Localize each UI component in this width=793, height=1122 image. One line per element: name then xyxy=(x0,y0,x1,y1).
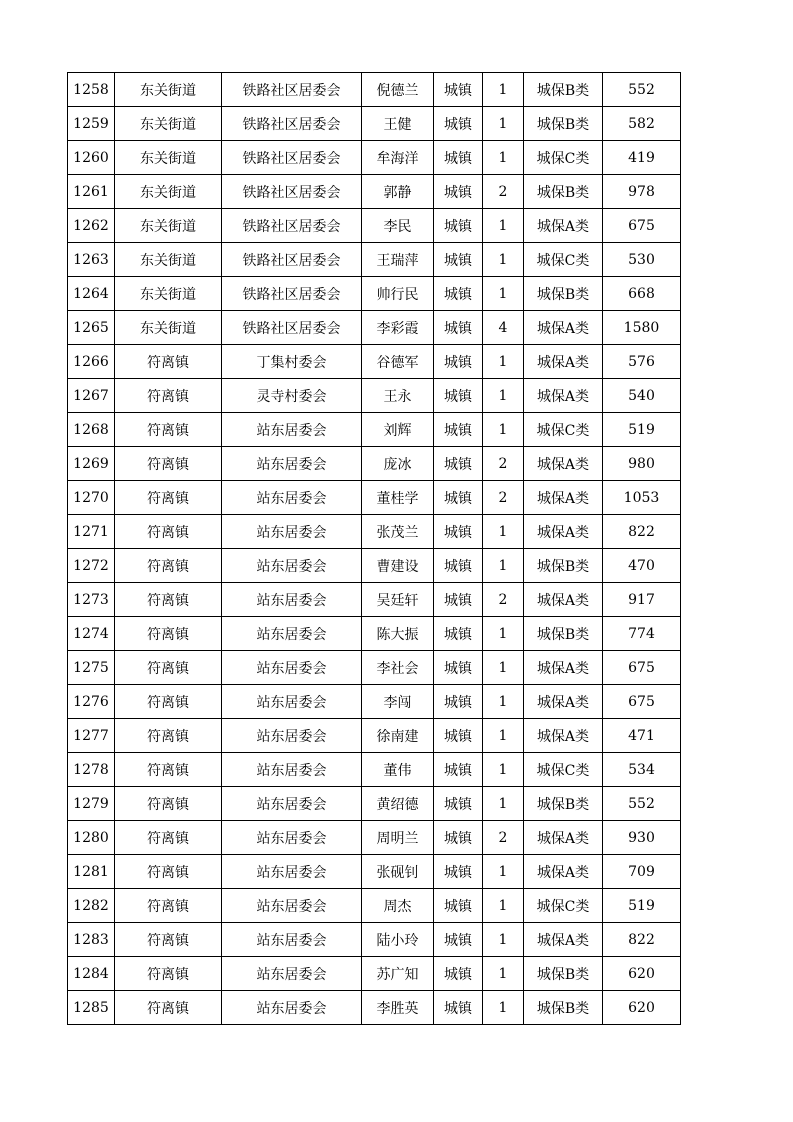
household-size-cell: 1 xyxy=(483,243,524,277)
area-type-cell: 城镇 xyxy=(434,923,483,957)
committee-cell: 站东居委会 xyxy=(222,923,362,957)
table-row xyxy=(68,753,681,787)
area-type-cell: 城镇 xyxy=(434,889,483,923)
name-cell: 王瑞萍 xyxy=(362,243,434,277)
name-cell: 刘辉 xyxy=(362,413,434,447)
street-cell: 东关街道 xyxy=(115,277,222,311)
household-size-cell: 1 xyxy=(483,889,524,923)
table-row xyxy=(68,583,681,617)
committee-cell: 铁路社区居委会 xyxy=(222,175,362,209)
table-row xyxy=(68,549,681,583)
name-cell: 王健 xyxy=(362,107,434,141)
street-cell: 符离镇 xyxy=(115,345,222,379)
category-cell: 城保B类 xyxy=(524,73,603,107)
category-cell: 城保A类 xyxy=(524,821,603,855)
amount-cell: 540 xyxy=(603,379,681,413)
row-number-cell: 1262 xyxy=(68,209,115,243)
category-cell: 城保A类 xyxy=(524,719,603,753)
category-cell: 城保A类 xyxy=(524,515,603,549)
street-cell: 东关街道 xyxy=(115,73,222,107)
name-cell: 吴廷轩 xyxy=(362,583,434,617)
area-type-cell: 城镇 xyxy=(434,685,483,719)
name-cell: 郭静 xyxy=(362,175,434,209)
street-cell: 符离镇 xyxy=(115,855,222,889)
table-row xyxy=(68,209,681,243)
row-number-cell: 1264 xyxy=(68,277,115,311)
row-number-cell: 1278 xyxy=(68,753,115,787)
street-cell: 符离镇 xyxy=(115,515,222,549)
row-number-cell: 1259 xyxy=(68,107,115,141)
name-cell: 李彩霞 xyxy=(362,311,434,345)
row-number-cell: 1269 xyxy=(68,447,115,481)
name-cell: 谷德军 xyxy=(362,345,434,379)
street-cell: 东关街道 xyxy=(115,209,222,243)
amount-cell: 552 xyxy=(603,787,681,821)
category-cell: 城保A类 xyxy=(524,311,603,345)
area-type-cell: 城镇 xyxy=(434,719,483,753)
area-type-cell: 城镇 xyxy=(434,175,483,209)
committee-cell: 站东居委会 xyxy=(222,617,362,651)
street-cell: 东关街道 xyxy=(115,311,222,345)
table-row xyxy=(68,651,681,685)
name-cell: 陆小玲 xyxy=(362,923,434,957)
amount-cell: 917 xyxy=(603,583,681,617)
table-row xyxy=(68,787,681,821)
table-row xyxy=(68,311,681,345)
area-type-cell: 城镇 xyxy=(434,345,483,379)
area-type-cell: 城镇 xyxy=(434,107,483,141)
street-cell: 东关街道 xyxy=(115,175,222,209)
area-type-cell: 城镇 xyxy=(434,617,483,651)
name-cell: 倪德兰 xyxy=(362,73,434,107)
area-type-cell: 城镇 xyxy=(434,651,483,685)
name-cell: 曹建设 xyxy=(362,549,434,583)
name-cell: 周明兰 xyxy=(362,821,434,855)
row-number-cell: 1284 xyxy=(68,957,115,991)
amount-cell: 552 xyxy=(603,73,681,107)
category-cell: 城保A类 xyxy=(524,923,603,957)
name-cell: 李胜英 xyxy=(362,991,434,1025)
area-type-cell: 城镇 xyxy=(434,583,483,617)
street-cell: 东关街道 xyxy=(115,107,222,141)
street-cell: 符离镇 xyxy=(115,957,222,991)
area-type-cell: 城镇 xyxy=(434,447,483,481)
household-size-cell: 1 xyxy=(483,685,524,719)
row-number-cell: 1275 xyxy=(68,651,115,685)
name-cell: 李闯 xyxy=(362,685,434,719)
records-table-body xyxy=(68,73,681,1025)
street-cell: 符离镇 xyxy=(115,753,222,787)
table-row xyxy=(68,821,681,855)
household-size-cell: 2 xyxy=(483,481,524,515)
household-size-cell: 1 xyxy=(483,617,524,651)
household-size-cell: 2 xyxy=(483,583,524,617)
committee-cell: 站东居委会 xyxy=(222,855,362,889)
amount-cell: 534 xyxy=(603,753,681,787)
category-cell: 城保B类 xyxy=(524,787,603,821)
amount-cell: 519 xyxy=(603,889,681,923)
area-type-cell: 城镇 xyxy=(434,855,483,889)
category-cell: 城保C类 xyxy=(524,413,603,447)
household-size-cell: 1 xyxy=(483,107,524,141)
household-size-cell: 1 xyxy=(483,515,524,549)
row-number-cell: 1279 xyxy=(68,787,115,821)
table-row xyxy=(68,413,681,447)
amount-cell: 675 xyxy=(603,685,681,719)
street-cell: 符离镇 xyxy=(115,583,222,617)
row-number-cell: 1280 xyxy=(68,821,115,855)
household-size-cell: 2 xyxy=(483,821,524,855)
area-type-cell: 城镇 xyxy=(434,73,483,107)
amount-cell: 822 xyxy=(603,515,681,549)
row-number-cell: 1274 xyxy=(68,617,115,651)
category-cell: 城保B类 xyxy=(524,991,603,1025)
table-row xyxy=(68,379,681,413)
committee-cell: 站东居委会 xyxy=(222,447,362,481)
category-cell: 城保A类 xyxy=(524,685,603,719)
amount-cell: 582 xyxy=(603,107,681,141)
row-number-cell: 1268 xyxy=(68,413,115,447)
amount-cell: 419 xyxy=(603,141,681,175)
committee-cell: 站东居委会 xyxy=(222,583,362,617)
area-type-cell: 城镇 xyxy=(434,379,483,413)
category-cell: 城保A类 xyxy=(524,855,603,889)
table-row xyxy=(68,243,681,277)
area-type-cell: 城镇 xyxy=(434,277,483,311)
amount-cell: 519 xyxy=(603,413,681,447)
committee-cell: 灵寺村委会 xyxy=(222,379,362,413)
row-number-cell: 1265 xyxy=(68,311,115,345)
amount-cell: 1053 xyxy=(603,481,681,515)
household-size-cell: 1 xyxy=(483,549,524,583)
name-cell: 董伟 xyxy=(362,753,434,787)
area-type-cell: 城镇 xyxy=(434,549,483,583)
committee-cell: 站东居委会 xyxy=(222,787,362,821)
household-size-cell: 4 xyxy=(483,311,524,345)
table-row xyxy=(68,957,681,991)
name-cell: 周杰 xyxy=(362,889,434,923)
street-cell: 符离镇 xyxy=(115,447,222,481)
household-size-cell: 1 xyxy=(483,787,524,821)
household-size-cell: 1 xyxy=(483,957,524,991)
amount-cell: 1580 xyxy=(603,311,681,345)
household-size-cell: 1 xyxy=(483,379,524,413)
household-size-cell: 1 xyxy=(483,413,524,447)
name-cell: 李社会 xyxy=(362,651,434,685)
committee-cell: 站东居委会 xyxy=(222,719,362,753)
row-number-cell: 1261 xyxy=(68,175,115,209)
committee-cell: 站东居委会 xyxy=(222,549,362,583)
committee-cell: 站东居委会 xyxy=(222,413,362,447)
amount-cell: 930 xyxy=(603,821,681,855)
table-row xyxy=(68,141,681,175)
amount-cell: 709 xyxy=(603,855,681,889)
row-number-cell: 1277 xyxy=(68,719,115,753)
area-type-cell: 城镇 xyxy=(434,991,483,1025)
committee-cell: 站东居委会 xyxy=(222,515,362,549)
category-cell: 城保C类 xyxy=(524,753,603,787)
street-cell: 符离镇 xyxy=(115,923,222,957)
category-cell: 城保A类 xyxy=(524,583,603,617)
amount-cell: 980 xyxy=(603,447,681,481)
name-cell: 庞冰 xyxy=(362,447,434,481)
category-cell: 城保B类 xyxy=(524,617,603,651)
area-type-cell: 城镇 xyxy=(434,413,483,447)
street-cell: 符离镇 xyxy=(115,413,222,447)
name-cell: 苏广知 xyxy=(362,957,434,991)
name-cell: 帅行民 xyxy=(362,277,434,311)
street-cell: 东关街道 xyxy=(115,243,222,277)
row-number-cell: 1283 xyxy=(68,923,115,957)
table-row xyxy=(68,107,681,141)
area-type-cell: 城镇 xyxy=(434,481,483,515)
table-row xyxy=(68,719,681,753)
table-row xyxy=(68,991,681,1025)
street-cell: 符离镇 xyxy=(115,379,222,413)
street-cell: 符离镇 xyxy=(115,617,222,651)
amount-cell: 470 xyxy=(603,549,681,583)
name-cell: 王永 xyxy=(362,379,434,413)
row-number-cell: 1281 xyxy=(68,855,115,889)
category-cell: 城保A类 xyxy=(524,651,603,685)
table-row xyxy=(68,855,681,889)
household-size-cell: 2 xyxy=(483,447,524,481)
household-size-cell: 1 xyxy=(483,345,524,379)
records-table xyxy=(67,72,681,1025)
area-type-cell: 城镇 xyxy=(434,243,483,277)
table-row xyxy=(68,889,681,923)
committee-cell: 站东居委会 xyxy=(222,821,362,855)
name-cell: 徐南建 xyxy=(362,719,434,753)
street-cell: 符离镇 xyxy=(115,787,222,821)
category-cell: 城保C类 xyxy=(524,243,603,277)
category-cell: 城保A类 xyxy=(524,481,603,515)
committee-cell: 铁路社区居委会 xyxy=(222,141,362,175)
row-number-cell: 1263 xyxy=(68,243,115,277)
category-cell: 城保C类 xyxy=(524,889,603,923)
category-cell: 城保B类 xyxy=(524,175,603,209)
name-cell: 陈大振 xyxy=(362,617,434,651)
street-cell: 符离镇 xyxy=(115,481,222,515)
street-cell: 符离镇 xyxy=(115,889,222,923)
committee-cell: 铁路社区居委会 xyxy=(222,277,362,311)
name-cell: 牟海洋 xyxy=(362,141,434,175)
street-cell: 符离镇 xyxy=(115,549,222,583)
committee-cell: 铁路社区居委会 xyxy=(222,73,362,107)
area-type-cell: 城镇 xyxy=(434,753,483,787)
category-cell: 城保A类 xyxy=(524,379,603,413)
category-cell: 城保A类 xyxy=(524,345,603,379)
amount-cell: 774 xyxy=(603,617,681,651)
row-number-cell: 1285 xyxy=(68,991,115,1025)
amount-cell: 620 xyxy=(603,957,681,991)
row-number-cell: 1258 xyxy=(68,73,115,107)
committee-cell: 丁集村委会 xyxy=(222,345,362,379)
row-number-cell: 1260 xyxy=(68,141,115,175)
amount-cell: 668 xyxy=(603,277,681,311)
household-size-cell: 1 xyxy=(483,719,524,753)
area-type-cell: 城镇 xyxy=(434,787,483,821)
committee-cell: 站东居委会 xyxy=(222,889,362,923)
area-type-cell: 城镇 xyxy=(434,957,483,991)
household-size-cell: 1 xyxy=(483,753,524,787)
category-cell: 城保A类 xyxy=(524,209,603,243)
category-cell: 城保B类 xyxy=(524,957,603,991)
street-cell: 符离镇 xyxy=(115,685,222,719)
amount-cell: 675 xyxy=(603,209,681,243)
household-size-cell: 1 xyxy=(483,991,524,1025)
amount-cell: 471 xyxy=(603,719,681,753)
row-number-cell: 1271 xyxy=(68,515,115,549)
street-cell: 符离镇 xyxy=(115,719,222,753)
area-type-cell: 城镇 xyxy=(434,209,483,243)
category-cell: 城保C类 xyxy=(524,141,603,175)
table-row xyxy=(68,617,681,651)
street-cell: 符离镇 xyxy=(115,821,222,855)
household-size-cell: 1 xyxy=(483,923,524,957)
row-number-cell: 1273 xyxy=(68,583,115,617)
category-cell: 城保B类 xyxy=(524,277,603,311)
name-cell: 黄绍德 xyxy=(362,787,434,821)
row-number-cell: 1270 xyxy=(68,481,115,515)
area-type-cell: 城镇 xyxy=(434,311,483,345)
committee-cell: 站东居委会 xyxy=(222,957,362,991)
street-cell: 符离镇 xyxy=(115,991,222,1025)
category-cell: 城保B类 xyxy=(524,549,603,583)
amount-cell: 978 xyxy=(603,175,681,209)
household-size-cell: 1 xyxy=(483,855,524,889)
household-size-cell: 2 xyxy=(483,175,524,209)
committee-cell: 站东居委会 xyxy=(222,991,362,1025)
name-cell: 李民 xyxy=(362,209,434,243)
amount-cell: 620 xyxy=(603,991,681,1025)
street-cell: 东关街道 xyxy=(115,141,222,175)
area-type-cell: 城镇 xyxy=(434,515,483,549)
table-row xyxy=(68,175,681,209)
amount-cell: 530 xyxy=(603,243,681,277)
household-size-cell: 1 xyxy=(483,73,524,107)
area-type-cell: 城镇 xyxy=(434,141,483,175)
committee-cell: 铁路社区居委会 xyxy=(222,243,362,277)
table-row xyxy=(68,685,681,719)
name-cell: 张茂兰 xyxy=(362,515,434,549)
table-row xyxy=(68,73,681,107)
committee-cell: 站东居委会 xyxy=(222,685,362,719)
category-cell: 城保B类 xyxy=(524,107,603,141)
table-row xyxy=(68,345,681,379)
row-number-cell: 1272 xyxy=(68,549,115,583)
amount-cell: 576 xyxy=(603,345,681,379)
committee-cell: 铁路社区居委会 xyxy=(222,107,362,141)
household-size-cell: 1 xyxy=(483,277,524,311)
category-cell: 城保A类 xyxy=(524,447,603,481)
amount-cell: 675 xyxy=(603,651,681,685)
row-number-cell: 1266 xyxy=(68,345,115,379)
committee-cell: 站东居委会 xyxy=(222,481,362,515)
area-type-cell: 城镇 xyxy=(434,821,483,855)
table-row xyxy=(68,277,681,311)
name-cell: 董桂学 xyxy=(362,481,434,515)
row-number-cell: 1282 xyxy=(68,889,115,923)
household-size-cell: 1 xyxy=(483,651,524,685)
table-row xyxy=(68,515,681,549)
committee-cell: 站东居委会 xyxy=(222,651,362,685)
row-number-cell: 1276 xyxy=(68,685,115,719)
committee-cell: 站东居委会 xyxy=(222,753,362,787)
table-row xyxy=(68,481,681,515)
committee-cell: 铁路社区居委会 xyxy=(222,311,362,345)
committee-cell: 铁路社区居委会 xyxy=(222,209,362,243)
table-row xyxy=(68,923,681,957)
row-number-cell: 1267 xyxy=(68,379,115,413)
household-size-cell: 1 xyxy=(483,209,524,243)
table-row xyxy=(68,447,681,481)
household-size-cell: 1 xyxy=(483,141,524,175)
street-cell: 符离镇 xyxy=(115,651,222,685)
name-cell: 张砚钊 xyxy=(362,855,434,889)
amount-cell: 822 xyxy=(603,923,681,957)
